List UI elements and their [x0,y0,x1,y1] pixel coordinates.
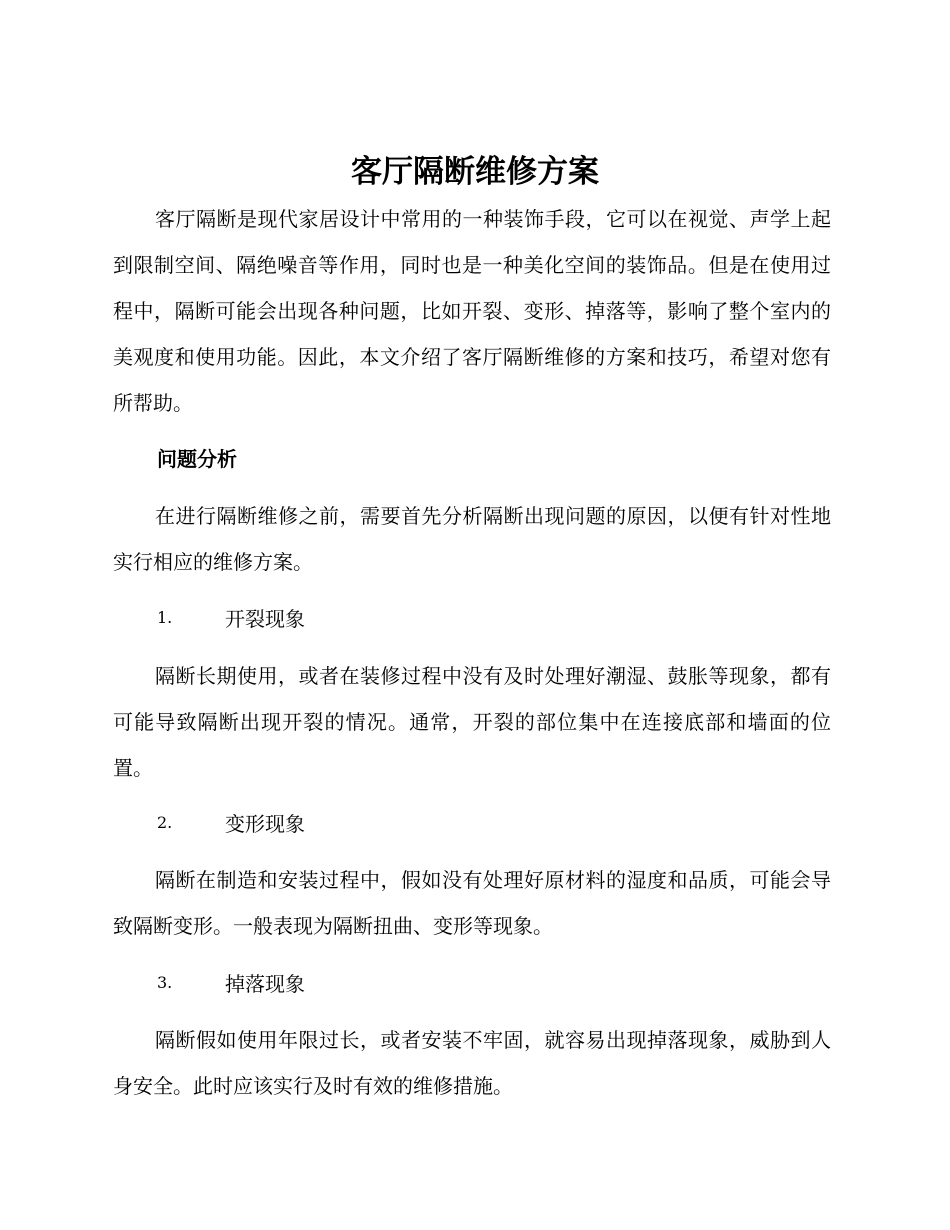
list-item-body: 隔断在制造和安装过程中，假如没有处理好原材料的湿度和品质，可能会导致隔断变形。一般表现为隔断扭曲、变形等现象。 [113,868,831,938]
intro-paragraph: 客厅隔断是现代家居设计中常用的一种装饰手段，它可以在视觉、声学上起到限制空间、隔绝噪音等作用，同时也是一种美化空间的装饰品。但是在使用过程中，隔断可能会出现各种问题，比如开裂、变形、掉落等，影响了整个室内的美观度和使用功能。因此，本文介绍了客厅隔断维修的方案和技巧，希望对您有所帮助。 [113,207,831,415]
list-item-body: 隔断假如使用年限过长，或者安装不牢固，就容易出现掉落现象，威胁到人身安全。此时应该实行及时有效的维修措施。 [113,1028,831,1098]
list-number: 2. [157,812,173,832]
document-title: 客厅隔断维修方案 [351,154,599,190]
list-title: 开裂现象 [225,606,305,631]
list-item-body: 隔断长期使用，或者在装修过程中没有及时处理好潮湿、鼓胀等现象，都有可能导致隔断出现开裂的情况。通常，开裂的部位集中在连接底部和墙面的位置。 [113,664,831,780]
list-title: 变形现象 [225,811,305,836]
list-number: 1. [157,607,173,627]
section-intro-paragraph: 在进行隔断维修之前，需要首先分析隔断出现问题的原因，以便有针对性地实行相应的维修方案。 [113,504,831,574]
list-title: 掉落现象 [225,971,305,996]
list-item-3 [157,962,305,1002]
list-item-2 [157,802,305,842]
list-item-1 [157,597,305,637]
list-number: 3. [157,972,173,992]
section-heading: 问题分析 [157,447,237,471]
